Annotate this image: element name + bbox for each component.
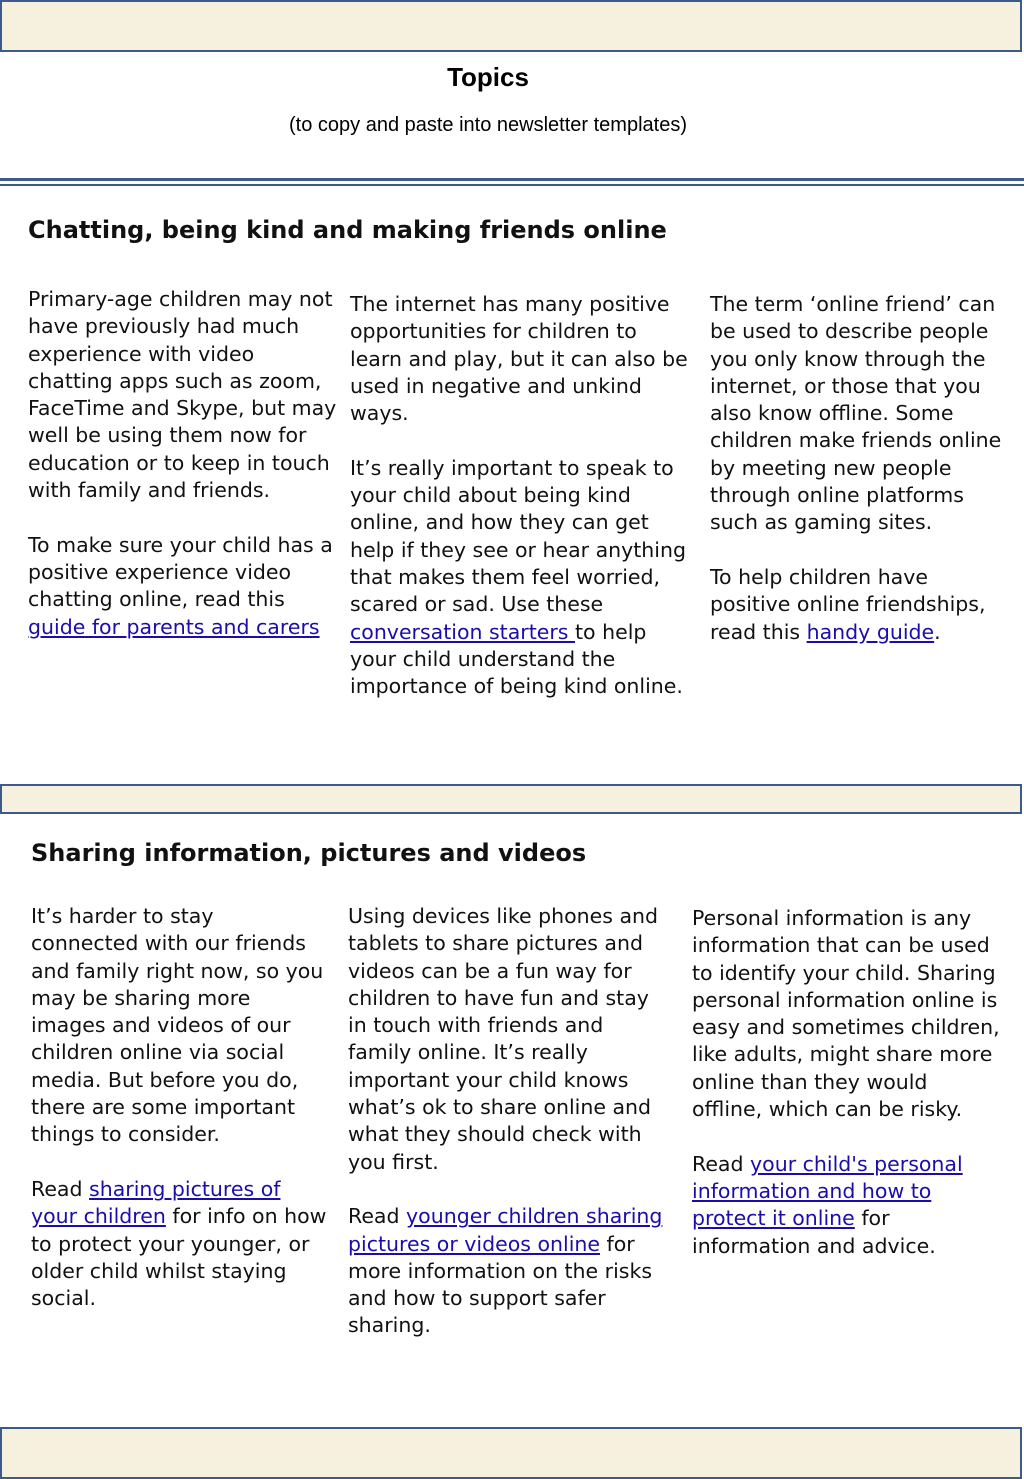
section2-col1-text-after: for info on how to protect your younger, or older child whilst staying social. [31, 1204, 327, 1311]
section2-col1-paragraph-2 [31, 1176, 327, 1312]
section2-col3-text-after: for information and advice. [692, 1206, 936, 1258]
section2-col2-text: Read [348, 1204, 407, 1229]
section1-col3-text: To help children have positive online friendships, read this [710, 564, 986, 644]
section1-col2-text: It’s really important to speak to your child about being kind online, and how they can get help if they see or hear anything that makes them feel worried, scared or sad. Use these [350, 455, 686, 617]
conversation-starters-link[interactable]: conversation starters [350, 619, 575, 644]
section1-column-1 [28, 286, 340, 641]
guide-for-parents-link[interactable]: guide for parents and carers [28, 614, 320, 639]
section1-heading: Chatting, being kind and making friends online [28, 216, 667, 244]
section2-column-2 [348, 903, 668, 1340]
header-divider [0, 178, 1024, 186]
top-band [0, 0, 1022, 52]
section2-col3-paragraph-1: Personal information is any information that can be used to identify your child. Sharing personal information online is easy and sometimes children, like adults, might share more online than they would offline, which can be risky. [692, 906, 1000, 1122]
personal-information-link[interactable]: your child's personal information and how to protect it online [692, 1151, 963, 1231]
section1-col3-text-after: . [934, 619, 941, 644]
page-subtitle: (to copy and paste into newsletter templates) [289, 114, 687, 136]
section1-column-3 [710, 291, 1010, 646]
section1-column-2 [350, 291, 690, 700]
section2-col2-paragraph-1: Using devices like phones and tablets to share pictures and videos can be a fun way for children to have fun and stay in touch with friends and family online. It’s really important your child knows what’s ok to share online and what they should check with you first. [348, 904, 659, 1174]
handy-guide-link[interactable]: handy guide [806, 619, 935, 644]
section1-col2-paragraph-2 [350, 455, 690, 701]
section1-col1-text: To make sure your child has a positive experience video chatting online, read this [28, 532, 333, 612]
section1-col2-paragraph-1: The internet has many positive opportunities for children to learn and play, but it can also be used in negative and unkind ways. [350, 292, 688, 426]
section2-col3-text: Read [692, 1151, 751, 1176]
section2-col1-paragraph-1: It’s harder to stay connected with our friends and family right now, so you may be sharing more images and videos of our children online via social media. But before you do, there are some important things to consider. [31, 904, 324, 1147]
section2-column-3 [692, 905, 1002, 1260]
bottom-band [0, 1427, 1022, 1479]
section1-col1-paragraph-2 [28, 532, 340, 641]
section2-col2-paragraph-2 [348, 1203, 668, 1339]
section1-col1-paragraph-1: Primary-age children may not have previously had much experience with video chatting apps such as zoom, FaceTime and Skype, but may well be using them now for education or to keep in touch with family and friends. [28, 287, 337, 503]
section2-heading: Sharing information, pictures and videos [31, 839, 587, 867]
section2-col2-text-after: for more information on the risks and how to support safer sharing. [348, 1231, 653, 1338]
section2-col3-paragraph-2 [692, 1151, 1002, 1260]
section2-column-1 [31, 903, 327, 1312]
section1-col2-text-after: to help your child understand the importance of being kind online. [350, 619, 683, 699]
sharing-pictures-link[interactable]: sharing pictures of your children [31, 1176, 281, 1229]
section1-col3-paragraph-1: The term ‘online friend’ can be used to describe people you only know through the internet, or those that you also know offline. Some children make friends online by meeting new people through online platforms such as gaming sites. [710, 292, 1002, 535]
section1-col3-paragraph-2 [710, 564, 1010, 646]
younger-children-sharing-link[interactable]: younger children sharing pictures or videos online [348, 1204, 663, 1256]
middle-band [0, 784, 1022, 814]
page-title: Topics [447, 62, 529, 92]
section2-col1-text: Read [31, 1176, 90, 1201]
